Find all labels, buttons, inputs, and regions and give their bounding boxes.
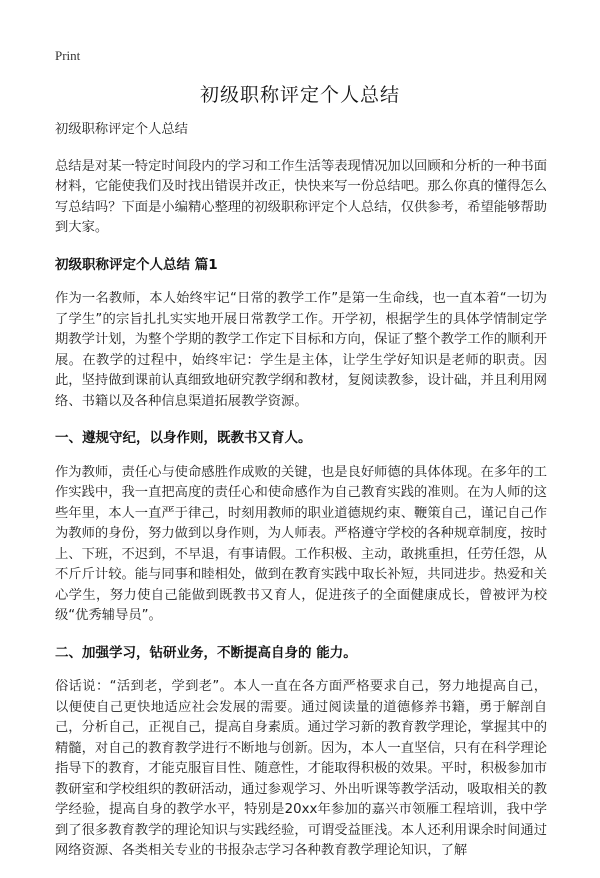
document-subtitle: 初级职称评定个人总结: [55, 122, 188, 137]
document-body: [55, 120, 547, 878]
article-heading: 初级职称评定个人总结 篇1: [55, 256, 218, 273]
section-1-heading: 一、遵规守纪，以身作则，既教书又育人。: [55, 430, 312, 446]
section-2-heading: 二、加强学习，钻研业务，不断提高自身的 能力。: [55, 644, 357, 661]
body-paragraph-1: 作为一名教师，本人始终牢记“日常的教学工作”是第一生命线，也一直本着“一切为了学生”的宗旨扎扎实实地开展日常教学工作。开学初，根据学生的具体学情制定学期教学计划，为整个学期的教学工作定下目标和方向，保证了整个教学工作的顺利开展。在教学的过程中，始终牢记：学生是主体，让学生学好知识是老师的职责。因此，坚持做到课前认真细致地研究教学纲和教材，复阅读教参，设计础，并且利用网络、书籍以及各种信息渠道拓展教学资源。: [55, 291, 547, 409]
print-link[interactable]: Print: [55, 48, 81, 63]
page-title: 初级职称评定个人总结: [199, 84, 400, 106]
intro-paragraph: 总结是对某一特定时间段内的学习和工作生活等表现情况加以回顾和分析的一种书面材料，它能使我们及时找出错误并改正，快快来写一份总结吧。那么你真的懂得怎么写总结吗？下面是小编精心整理的初级职称评定个人总结，仅供参考，希望能够帮助到大家。: [55, 158, 547, 235]
section-2-paragraph: 俗话说：“活到老，学到老”。本人一直在各方面严格要求自己，努力地提高自己，以便使自己更快地适应社会发展的需要。通过阅读量的道德修养书籍，勇于解剖自己，分析自己，正视自己，提高自身素质。通过学习新的教育教学理论，掌握其中的精髓，对自己的教育教学进行不断地与创新。因为，本人一直坚信，只有在科学理论指导下的教育，才能克服盲目性、随意性，才能取得积极的效果。平时，积极参加市教研室和学校组织的教研活动，通过参观学习、外出听课等教学活动，吸取相关的教学经验，提高自身的教学水平，特别是20xx年参加的嘉兴市领雁工程培训，我中学到了很多教育教学的理论知识与实践经验，可谓受益匪浅。本人还利用课余时间通过网络资源、各类相关专业的书报杂志学习各种教育教学理论知识，了解: [55, 679, 547, 858]
section-1-paragraph: 作为教师，责任心与使命感胜作成败的关键，也是良好师德的具体体现。在多年的工作实践中，我一直把高度的责任心和使命感作为自己教育实践的准则。在为人师的这些年里，本人一直严于律己，时刻用教师的职业道德规约束、鞭策自己，谨记自己作为教师的身份，努力做到以身作则，为人师表。严格遵守学校的各种规章制度，按时上、下班，不迟到，不早退，有事请假。工作积极、主动，敢挑重担，任劳任怨，从不斤斤计较。能与同事和睦相处，做到在教育实践中取长补短，共同进步。热爱和关心学生，努力使自己能做到既教书又育人，促进孩子的全面健康成长，曾被评为校级“优秀辅导员”。: [55, 464, 547, 623]
